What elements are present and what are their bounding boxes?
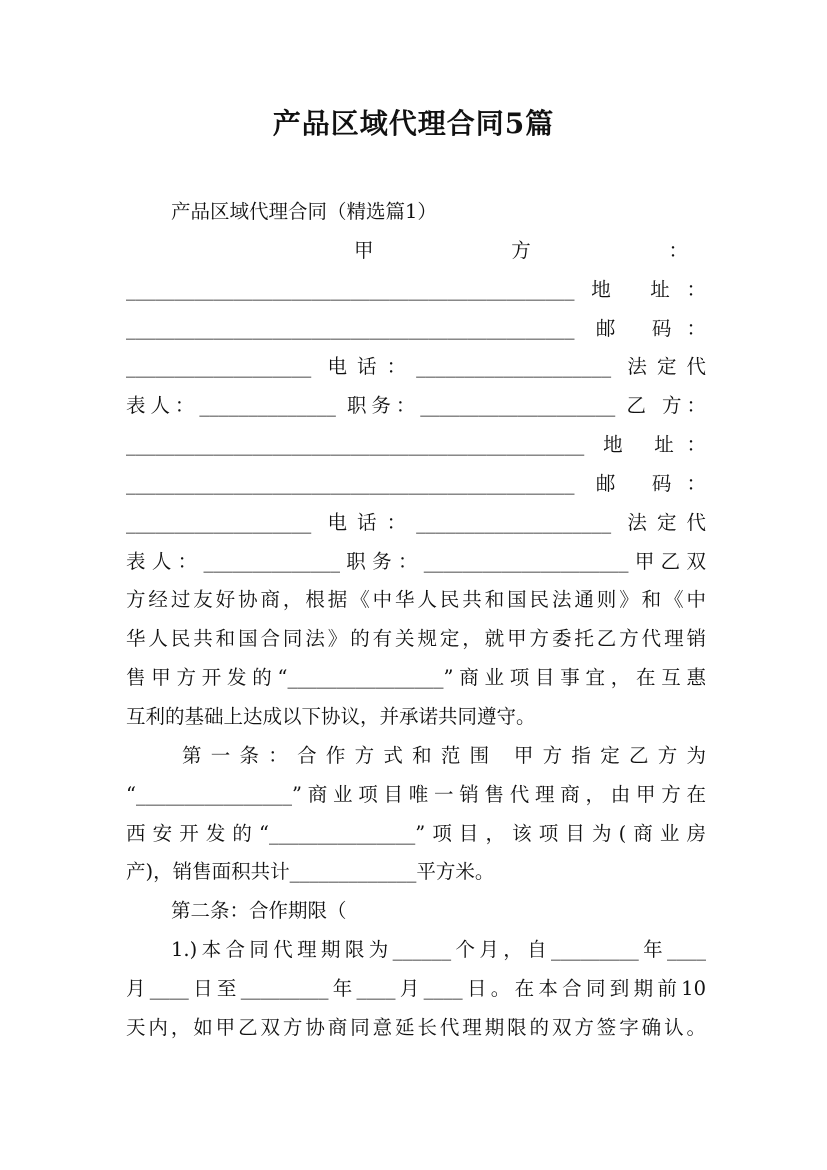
article-one-line: 西安开发的“_______________”项目，该项目为(商业房	[126, 822, 706, 845]
preamble-line: 售甲方开发的“________________”商业项目事宜，在互惠	[126, 666, 706, 689]
section-heading: 产品区域代理合同（精选篇1）	[171, 200, 437, 223]
party-b-postcode-line: ______________________________________________ 邮 码：	[126, 472, 706, 495]
article-two-line: 天内，如甲乙双方协商同意延长代理期限的双方签字确认。	[126, 1016, 706, 1039]
article-one-line: “________________”商业项目唯一销售代理商，由甲方在	[126, 783, 706, 806]
article-two-line: 月____日至_________年____月____日。在本合同到期前10	[126, 977, 706, 1000]
preamble-line: 方经过友好协商，根据《中华人民共和国民法通则》和《中	[126, 588, 706, 611]
preamble-line: 互利的基础上达成以下协议，并承诺共同遵守。	[126, 705, 536, 728]
preamble-line: 华人民共和国合同法》的有关规定，就甲方委托乙方代理销	[126, 627, 706, 650]
document-title: 产品区域代理合同5篇	[272, 107, 555, 140]
party-a-representative-line: 表人：______________ 职务：____________________ 乙 方：	[126, 394, 706, 417]
party-b-address-line: _______________________________________________ 地 址：	[126, 433, 706, 456]
party-a-label: 甲 方 ：	[354, 239, 688, 262]
party-a-phone-line: ___________________ 电话：____________________ 法定代	[126, 355, 706, 378]
article-one-heading: 第一条：合作方式和范围 甲方指定乙方为	[182, 744, 706, 767]
party-b-representative-line: 表人：______________职务：_____________________甲乙双	[126, 550, 706, 573]
article-one-line: 产)，销售面积共计_____________平方米。	[126, 860, 495, 883]
party-a-postcode-line: ______________________________________________ 邮 码：	[126, 317, 706, 340]
party-b-phone-line: ___________________ 电话：____________________ 法定代	[126, 511, 706, 534]
party-a-address-line: ______________________________________________地 址：	[126, 278, 706, 301]
article-two-heading: 第二条：合作期限（	[171, 899, 347, 922]
article-two-line: 1.)本合同代理期限为______个月，自_________年____	[171, 938, 706, 961]
